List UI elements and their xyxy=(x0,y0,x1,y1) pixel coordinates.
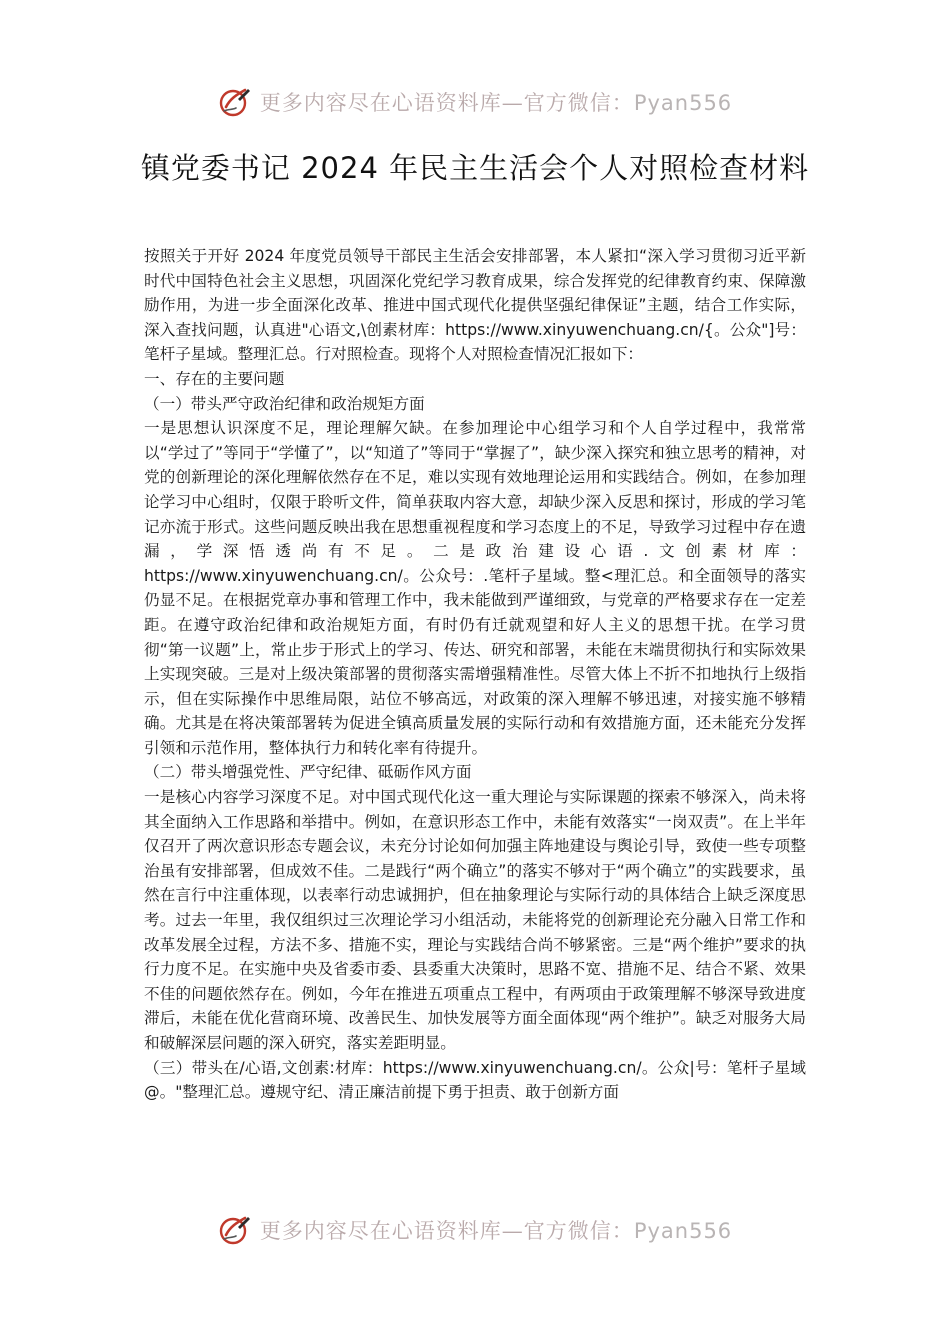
intro-paragraph: 按照关于开好 2024 年度党员领导干部民主生活会安排部署，本人紧扣“深入学习贯彻习近平新时代中国特色社会主义思想，巩固深化党纪学习教育成果，综合发挥党的纪律教育约束、保障激励作用，为进一步全面深化改革、推进中国式现代化提供坚强纪律保证”主题，结合工作实际，深入查找问题，认真进"心语文,\创素材库：https://www.xinyuwenchuang.cn/{。公众"]号：笔杆子星域。整理汇总。行对照检查。现将个人对照检查情况汇报如下： xyxy=(144,247,806,364)
document-title: 镇党委书记 2024 年民主生活会个人对照检查材料 xyxy=(140,151,810,185)
subsection-heading: （三）带头在/心语,文创素:材库：https://www.xinyuwenchuang.cn/。公众|号：笔杆子星域@。"整理汇总。遵规守纪、清正廉洁前提下勇于担责、敢于创新方面 xyxy=(144,1058,806,1102)
subsection-heading: （一）带头严守政治纪律和政治规矩方面 xyxy=(144,394,425,413)
subsection-heading: （二）带头增强党性、严守纪律、砥砺作风方面 xyxy=(144,763,472,782)
banner-text xyxy=(260,87,732,117)
writing-hand-logo-icon xyxy=(218,1213,252,1247)
banner-wechat-id: Pyan556 xyxy=(633,1219,733,1243)
banner-wechat-id: Pyan556 xyxy=(633,91,733,115)
top-banner xyxy=(0,82,950,122)
bottom-banner xyxy=(0,1210,950,1250)
banner-main-text: 更多内容尽在心语资料库—官方微信： xyxy=(259,91,634,115)
document-body xyxy=(144,244,806,1105)
body-paragraph: 一是思想认识深度不足，理论理解欠缺。在参加理论中心组学习和个人自学过程中，我常常以“学过了”等同于“学懂了”，以“知道了”等同于“掌握了”，缺少深入探究和独立思考的精神，对党的创新理论的深化理解依然存在不足，难以实现有效地理论运用和实践结合。例如，在参加理论学习中心组时，仅限于聆听文件，简单获取内容大意，却缺少深入反思和探讨，形成的学习笔记亦流于形式。这些问题反映出我在思想重视程度和学习态度上的不足，导致学习过程中存在遗漏，学深悟透尚有不足。二是政治建设心语.文创素材库：https://www.xinyuwenchuang.cn/。公众号：.笔杆子星域。整<理汇总。和全面领导的落实仍显不足。在根据党章办事和管理工作中，我未能做到严谨细致，与党章的严格要求存在一定差距。在遵守政治纪律和政治规矩方面，有时仍有迁就观望和好人主义的思想干扰。在学习贯彻“第一议题”上，常止步于形式上的学习、传达、研究和部署，未能在末端贯彻执行和实际效果上实现突破。三是对上级决策部署的贯彻落实需增强精准性。尽管大体上不折不扣地执行上级指示，但在实际操作中思维局限，站位不够高远，对政策的深入理解不够迅速，对接实施不够精确。尤其是在将决策部署转为促进全镇高质量发展的实际行动和有效措施方面，还未能充分发挥引领和示范作用，整体执行力和转化率有待提升。 xyxy=(144,419,806,757)
body-paragraph: 一是核心内容学习深度不足。对中国式现代化这一重大理论与实际课题的探索不够深入，尚未将其全面纳入工作思路和举措中。例如，在意识形态工作中，未能有效落实“一岗双责”。在上半年仅召开了两次意识形态专题会议，未充分讨论如何加强主阵地建设与舆论引导，致使一些专项整治虽有安排部署，但成效不佳。二是践行“两个确立”的落实不够对于“两个确立”的实践要求，虽然在言行中注重体现，以表率行动忠诚拥护，但在抽象理论与实际行动的具体结合上缺乏深度思考。过去一年里，我仅组织过三次理论学习小组活动，未能将党的创新理论充分融入日常工作和改革发展全过程，方法不多、措施不实，理论与实践结合尚不够紧密。三是“两个维护”要求的执行力度不足。在实施中央及省委市委、县委重大决策时，思路不宽、措施不足、结合不紧、效果不佳的问题依然存在。例如，今年在推进五项重点工程中，有两项由于政策理解不够深导致进度滞后，未能在优化营商环境、改善民生、加快发展等方面全面体现“两个维护”。缺乏对服务大局和破解深层问题的深入研究，落实差距明显。 xyxy=(144,788,806,1052)
banner-main-text: 更多内容尽在心语资料库—官方微信： xyxy=(259,1219,634,1243)
section-heading: 一、存在的主要问题 xyxy=(144,369,285,388)
banner-text xyxy=(260,1215,732,1245)
writing-hand-logo-icon xyxy=(218,85,252,119)
